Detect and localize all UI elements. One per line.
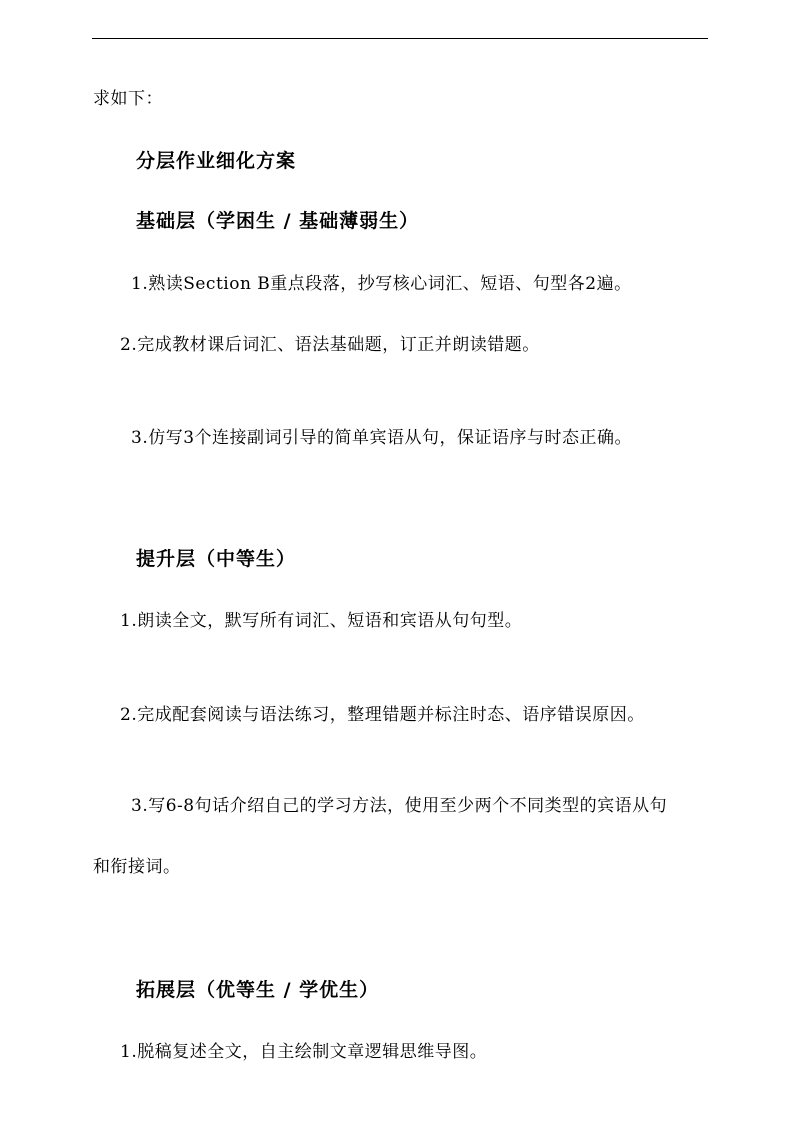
header-rule (92, 38, 708, 39)
section-heading-basic: 基础层（学困生 / 基础薄弱生） (136, 210, 420, 232)
section-heading-improve: 提升层（中等生） (136, 548, 297, 570)
basic-item-2: 2.完成教材课后词汇、语法基础题，订正并朗读错题。 (120, 335, 540, 355)
basic-item-1: 1.熟读Section B重点段落，抄写核心词汇、短语、句型各2遍。 (131, 274, 632, 294)
improve-item-3: 3.写6-8句话介绍自己的学习方法，使用至少两个不同类型的宾语从句 (131, 796, 668, 816)
extend-item-1: 1.脱稿复述全文，自主绘制文章逻辑思维导图。 (120, 1042, 488, 1062)
plan-title: 分层作业细化方案 (136, 150, 297, 172)
improve-item-2: 2.完成配套阅读与语法练习，整理错题并标注时态、语序错误原因。 (120, 705, 645, 725)
improve-item-3-continued: 和衔接词。 (93, 857, 181, 877)
basic-item-3: 3.仿写3个连接副词引导的简单宾语从句，保证语序与时态正确。 (131, 428, 633, 448)
section-heading-extend: 拓展层（优等生 / 学优生） (136, 979, 380, 1001)
improve-item-1: 1.朗读全文，默写所有词汇、短语和宾语从句句型。 (120, 611, 523, 631)
intro-text: 求如下： (93, 89, 163, 109)
